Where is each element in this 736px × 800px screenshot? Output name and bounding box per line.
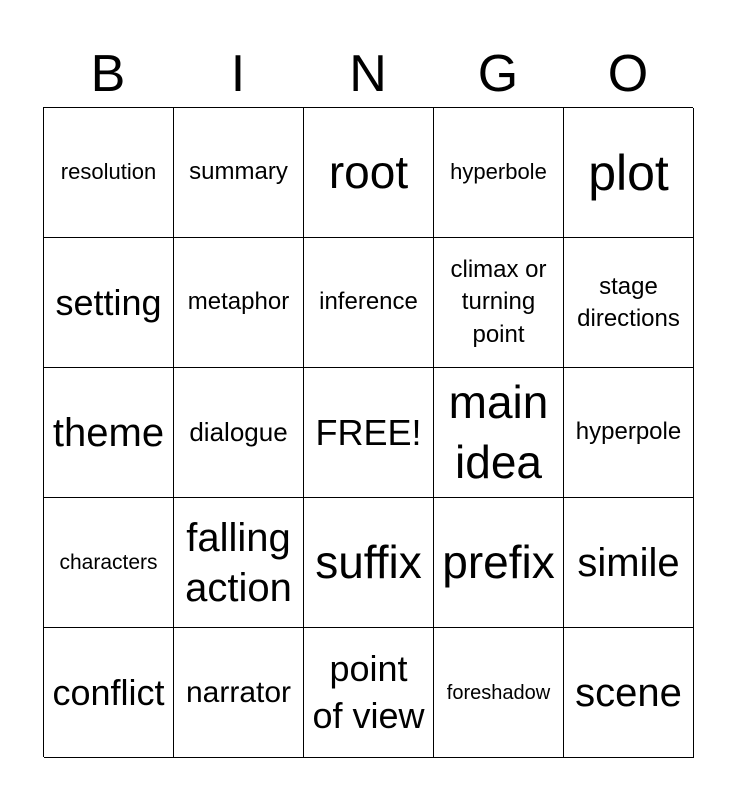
- header-letter-i: I: [230, 45, 246, 103]
- header-letter-g: G: [477, 45, 519, 103]
- cell-label: narrator: [185, 675, 292, 709]
- bingo-cell-r5c4[interactable]: [434, 628, 564, 758]
- bingo-cell-r4c4[interactable]: [434, 498, 564, 628]
- bingo-cell-r5c5[interactable]: [564, 628, 694, 758]
- bingo-cell-r1c2[interactable]: [174, 108, 304, 238]
- cell-label: suffix: [315, 535, 422, 588]
- bingo-cell-r1c4[interactable]: [434, 108, 564, 238]
- bingo-cell-r3c3[interactable]: [304, 368, 434, 498]
- cell-label: hyperbole: [450, 159, 547, 185]
- bingo-cell-r2c5[interactable]: [564, 238, 694, 368]
- cell-label: stage directions: [577, 273, 680, 332]
- bingo-cell-r3c1[interactable]: [44, 368, 174, 498]
- cell-label: prefix: [442, 535, 555, 588]
- header-letter-b: B: [90, 45, 126, 103]
- bingo-cell-r2c2[interactable]: [174, 238, 304, 368]
- header-letter-o: O: [607, 45, 649, 103]
- cell-label: foreshadow: [446, 681, 551, 704]
- cell-label: conflict: [52, 671, 165, 713]
- bingo-cell-r3c2[interactable]: [174, 368, 304, 498]
- cell-label: summary: [189, 158, 288, 186]
- cell-label: FREE!: [315, 411, 422, 453]
- cell-label: characters: [59, 550, 158, 574]
- bingo-cell-r2c1[interactable]: [44, 238, 174, 368]
- bingo-header: [43, 42, 693, 106]
- cell-label: plot: [588, 144, 669, 201]
- cell-label: scene: [575, 670, 682, 715]
- cell-label: point of view: [312, 647, 425, 736]
- cell-label: main idea: [448, 375, 549, 488]
- bingo-cell-r4c3[interactable]: [304, 498, 434, 628]
- bingo-cell-r5c3[interactable]: [304, 628, 434, 758]
- cell-label: hyperpole: [575, 418, 682, 446]
- cell-label: falling action: [185, 515, 292, 610]
- cell-label: simile: [577, 540, 680, 585]
- bingo-cell-r5c2[interactable]: [174, 628, 304, 758]
- bingo-board: [43, 107, 693, 757]
- cell-label: inference: [319, 288, 418, 316]
- cell-label: root: [328, 145, 409, 198]
- bingo-cell-r3c4[interactable]: [434, 368, 564, 498]
- bingo-cell-r1c1[interactable]: [44, 108, 174, 238]
- cell-label: resolution: [60, 159, 157, 185]
- cell-label: dialogue: [189, 416, 288, 447]
- bingo-cell-r2c4[interactable]: [434, 238, 564, 368]
- cell-label: metaphor: [187, 288, 290, 316]
- bingo-cell-r1c3[interactable]: [304, 108, 434, 238]
- bingo-cell-r2c3[interactable]: [304, 238, 434, 368]
- cell-label: setting: [55, 281, 162, 323]
- bingo-cell-r1c5[interactable]: [564, 108, 694, 238]
- header-letter-n: N: [349, 45, 387, 103]
- bingo-cell-r4c2[interactable]: [174, 498, 304, 628]
- bingo-cell-r4c1[interactable]: [44, 498, 174, 628]
- bingo-cell-r4c5[interactable]: [564, 498, 694, 628]
- bingo-cell-r3c5[interactable]: [564, 368, 694, 498]
- cell-label: theme: [52, 410, 165, 455]
- cell-label: climax or turning point: [450, 255, 547, 348]
- bingo-cell-r5c1[interactable]: [44, 628, 174, 758]
